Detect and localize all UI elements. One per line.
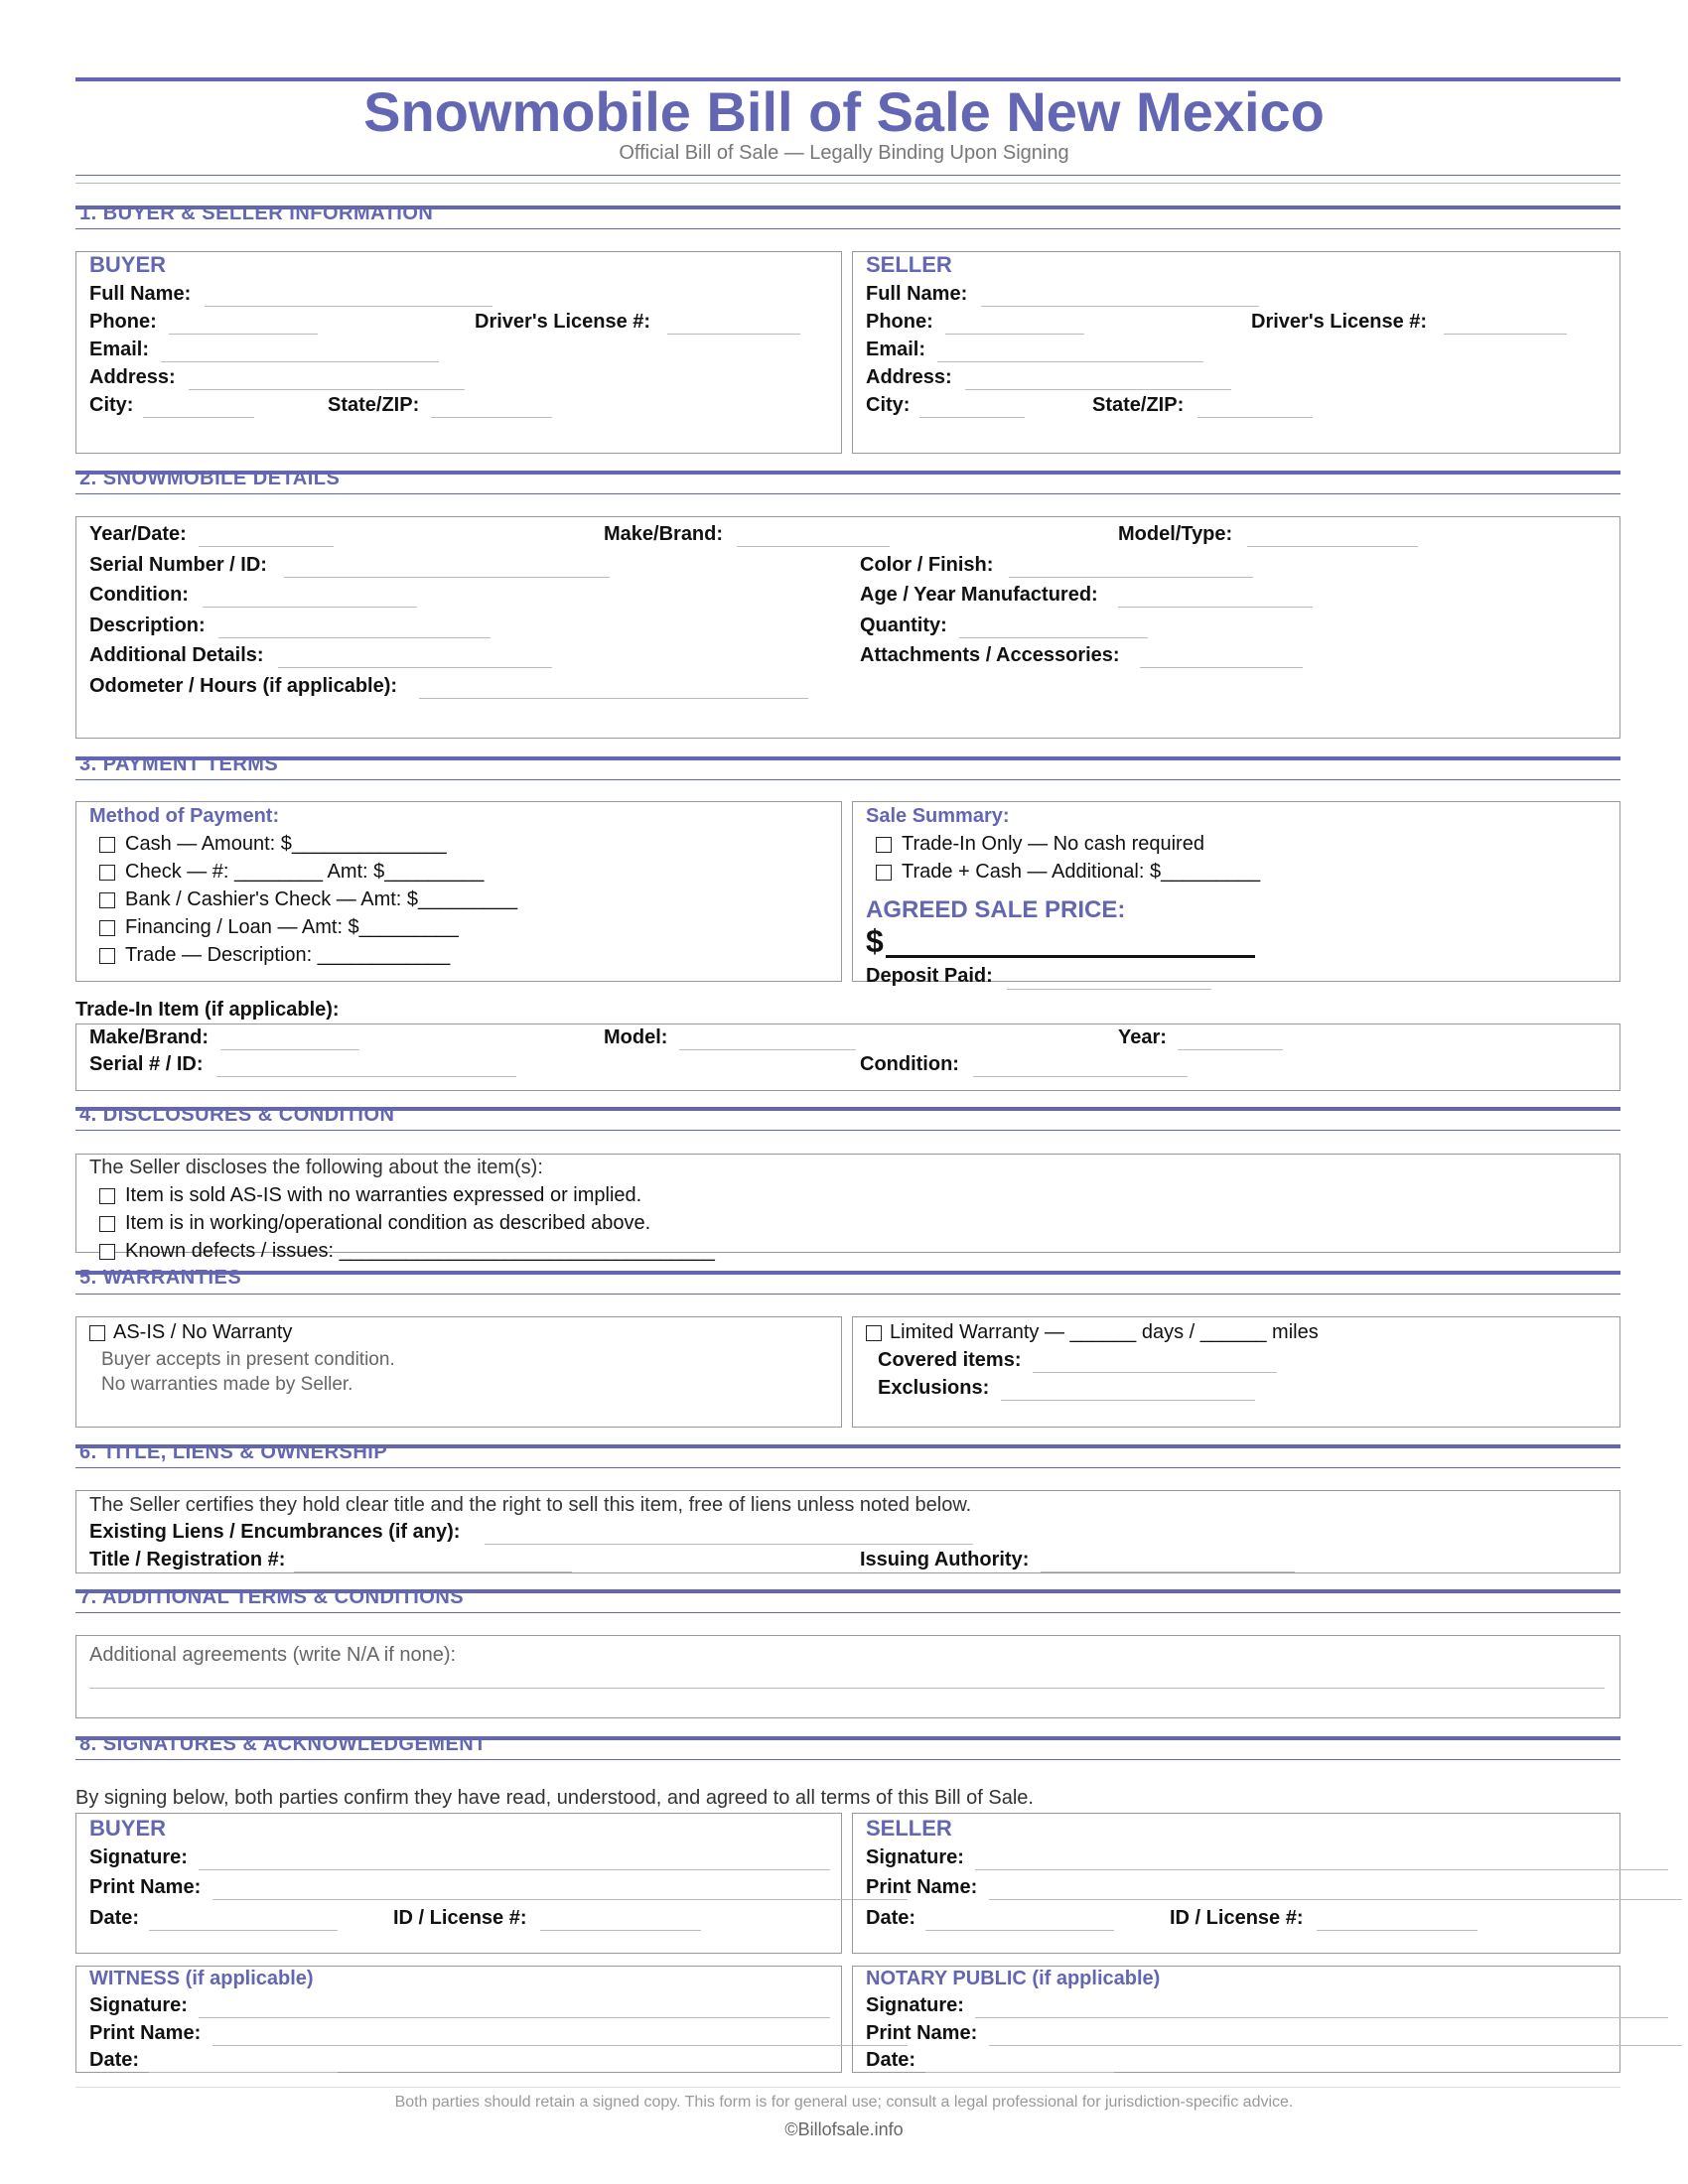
witness-date-field[interactable] — [149, 2072, 338, 2073]
make-field[interactable] — [737, 546, 890, 547]
issuing-authority-field[interactable] — [1041, 1571, 1295, 1572]
section-rule-thin — [75, 779, 1620, 780]
condition-label: Condition: — [89, 584, 189, 606]
trade-in-make-field[interactable] — [220, 1049, 359, 1050]
section-heading-payment-terms: 3. PAYMENT TERMS — [79, 753, 279, 775]
page-title: Snowmobile Bill of Sale New Mexico — [363, 80, 1325, 143]
attachments-field[interactable] — [1140, 667, 1303, 668]
witness-heading: WITNESS (if applicable) — [89, 1968, 314, 1989]
trade-option-label: Trade — Description: ____________ — [125, 944, 451, 966]
buyer-state-zip-label: State/ZIP: — [328, 394, 420, 416]
buyer-phone-label: Phone: — [89, 311, 157, 333]
sale-summary-heading: Sale Summary: — [866, 805, 1010, 827]
financing-option-label: Financing / Loan — Amt: $_________ — [125, 916, 459, 938]
cash-checkbox[interactable] — [99, 837, 115, 853]
exclusions-field[interactable] — [1001, 1400, 1255, 1401]
section-rule — [75, 756, 1620, 760]
check-option-label: Check — #: ________ Amt: $_________ — [125, 861, 485, 883]
model-type-field[interactable] — [1247, 546, 1418, 547]
section-heading-buyer-seller: 1. BUYER & SELLER INFORMATION — [79, 203, 434, 224]
known-defects-checkbox[interactable] — [99, 1244, 115, 1260]
section-rule-thin — [75, 1130, 1620, 1131]
seller-phone-field[interactable] — [945, 334, 1084, 335]
buyer-id-label: ID / License #: — [393, 1907, 527, 1929]
odometer-label: Odometer / Hours (if applicable): — [89, 675, 398, 697]
trade-in-box — [75, 1024, 1620, 1091]
notary-date-field[interactable] — [925, 2072, 1114, 2073]
seller-state-zip-label: State/ZIP: — [1092, 394, 1185, 416]
notary-signature-label: Signature: — [866, 1994, 964, 2016]
agreed-sale-price-label: AGREED SALE PRICE: — [866, 896, 1126, 923]
year-field[interactable] — [199, 546, 334, 547]
serial-field[interactable] — [284, 577, 610, 578]
trade-in-heading: Trade-In Item (if applicable): — [75, 999, 340, 1021]
notary-heading: NOTARY PUBLIC (if applicable) — [866, 1968, 1161, 1989]
existing-liens-field[interactable] — [485, 1544, 973, 1545]
covered-items-field[interactable] — [1033, 1372, 1277, 1373]
serial-label: Serial Number / ID: — [89, 554, 267, 576]
as-is-note-2: No warranties made by Seller. — [101, 1374, 353, 1395]
buyer-heading: BUYER — [89, 252, 167, 277]
seller-id-label: ID / License #: — [1170, 1907, 1304, 1929]
additional-terms-field[interactable] — [89, 1688, 1605, 1689]
section-rule-thin — [75, 228, 1620, 229]
additional-details-field[interactable] — [278, 667, 552, 668]
buyer-state-zip-field[interactable] — [431, 417, 552, 418]
trade-cash-checkbox[interactable] — [876, 865, 892, 881]
additional-terms-note: Additional agreements (write N/A if none): — [89, 1644, 457, 1666]
buyer-city-field[interactable] — [143, 417, 254, 418]
trade-in-year-label: Year: — [1118, 1026, 1167, 1048]
trade-only-label: Trade-In Only — No cash required — [902, 833, 1204, 855]
trade-cash-label: Trade + Cash — Additional: $_________ — [902, 861, 1261, 883]
section-heading-title-liens: 6. TITLE, LIENS & OWNERSHIP — [79, 1441, 388, 1463]
price-dollar-sign: $ — [866, 923, 884, 959]
title-registration-field[interactable] — [294, 1571, 572, 1572]
additional-details-label: Additional Details: — [89, 644, 264, 666]
bank-check-option-label: Bank / Cashier's Check — Amt: $_________ — [125, 888, 518, 910]
buyer-full-name-field[interactable] — [205, 306, 492, 307]
buyer-city-label: City: — [89, 394, 134, 416]
trade-checkbox[interactable] — [99, 948, 115, 964]
page-subtitle: Official Bill of Sale — Legally Binding Upon Signing — [619, 142, 1069, 164]
financing-checkbox[interactable] — [99, 920, 115, 936]
section-rule-thin — [75, 1759, 1620, 1760]
notary-print-name-field[interactable] — [989, 2045, 1682, 2046]
witness-print-name-label: Print Name: — [89, 2022, 202, 2044]
deposit-paid-label: Deposit Paid: — [866, 965, 993, 987]
witness-signature-field[interactable] — [199, 2017, 830, 2018]
quantity-label: Quantity: — [860, 614, 947, 636]
odometer-field[interactable] — [419, 698, 808, 699]
seller-signature-field[interactable] — [975, 1869, 1668, 1870]
buyer-signature-field[interactable] — [199, 1869, 830, 1870]
color-label: Color / Finish: — [860, 554, 994, 576]
section-rule-thin — [75, 1612, 1620, 1613]
section-heading-disclosures: 4. DISCLOSURES & CONDITION — [79, 1104, 395, 1126]
snowmobile-details-box — [75, 516, 1620, 739]
limited-warranty-label: Limited Warranty — ______ days / ______ miles — [890, 1321, 1319, 1343]
notary-signature-field[interactable] — [975, 2017, 1668, 2018]
buyer-phone-field[interactable] — [169, 334, 318, 335]
issuing-authority-label: Issuing Authority: — [860, 1549, 1030, 1570]
seller-license-label: Driver's License #: — [1251, 311, 1428, 333]
cash-option-label: Cash — Amount: $______________ — [125, 833, 447, 855]
as-is-note-1: Buyer accepts in present condition. — [101, 1349, 395, 1370]
buyer-email-field[interactable] — [161, 361, 439, 362]
seller-info-box — [852, 251, 1620, 454]
section-rule — [75, 1271, 1620, 1275]
buyer-address-label: Address: — [89, 366, 176, 388]
deposit-paid-field[interactable] — [1007, 989, 1211, 990]
witness-print-name-field[interactable] — [212, 2045, 908, 2046]
year-label: Year/Date: — [89, 523, 187, 545]
limited-warranty-checkbox[interactable] — [866, 1325, 882, 1341]
exclusions-label: Exclusions: — [878, 1377, 990, 1399]
seller-full-name-field[interactable] — [981, 306, 1259, 307]
model-type-label: Model/Type: — [1118, 523, 1233, 545]
seller-heading: SELLER — [866, 252, 952, 277]
agreed-sale-price-field[interactable] — [886, 955, 1255, 958]
seller-date-field[interactable] — [925, 1930, 1114, 1931]
section-rule-thin — [75, 493, 1620, 494]
trade-only-checkbox[interactable] — [876, 837, 892, 853]
trade-in-model-label: Model: — [604, 1026, 668, 1048]
seller-print-name-field[interactable] — [989, 1899, 1682, 1900]
buyer-signature-heading: BUYER — [89, 1816, 167, 1841]
bank-check-checkbox[interactable] — [99, 892, 115, 908]
as-is-warranty-checkbox[interactable] — [89, 1325, 105, 1341]
buyer-signature-label: Signature: — [89, 1846, 188, 1868]
buyer-date-field[interactable] — [149, 1930, 338, 1931]
buyer-print-name-label: Print Name: — [89, 1876, 202, 1898]
trade-in-condition-field[interactable] — [973, 1076, 1188, 1077]
buyer-email-label: Email: — [89, 339, 150, 360]
seller-phone-label: Phone: — [866, 311, 933, 333]
buyer-date-label: Date: — [89, 1907, 140, 1929]
buyer-license-label: Driver's License #: — [475, 311, 651, 333]
buyer-full-name-label: Full Name: — [89, 283, 192, 305]
signatures-intro: By signing below, both parties confirm they have read, understood, and agreed to all terms of this Bill of Sale. — [75, 1787, 1034, 1809]
seller-full-name-label: Full Name: — [866, 283, 968, 305]
color-field[interactable] — [1009, 577, 1253, 578]
seller-state-zip-field[interactable] — [1197, 417, 1313, 418]
seller-signature-label: Signature: — [866, 1846, 964, 1868]
section-rule-thin — [75, 1294, 1620, 1295]
covered-items-label: Covered items: — [878, 1349, 1022, 1371]
as-is-disclosure-label: Item is sold AS-IS with no warranties expressed or implied. — [125, 1184, 642, 1206]
trade-in-serial-label: Serial # / ID: — [89, 1053, 204, 1075]
section-heading-snowmobile-details: 2. SNOWMOBILE DETAILS — [79, 468, 341, 489]
section-heading-additional-terms: 7. ADDITIONAL TERMS & CONDITIONS — [79, 1586, 465, 1608]
seller-city-label: City: — [866, 394, 911, 416]
trade-in-make-label: Make/Brand: — [89, 1026, 210, 1048]
notary-print-name-label: Print Name: — [866, 2022, 978, 2044]
seller-license-field[interactable] — [1444, 334, 1567, 335]
trade-in-serial-field[interactable] — [216, 1076, 516, 1077]
footer-rule — [75, 2087, 1620, 2088]
section-rule-thin — [75, 1467, 1620, 1468]
known-defects-label: Known defects / issues: __________________________________ — [125, 1240, 715, 1262]
existing-liens-label: Existing Liens / Encumbrances (if any): — [89, 1521, 461, 1543]
buyer-info-box — [75, 251, 842, 454]
working-condition-checkbox[interactable] — [99, 1216, 115, 1232]
seller-address-label: Address: — [866, 366, 952, 388]
seller-id-field[interactable] — [1317, 1930, 1477, 1931]
make-label: Make/Brand: — [604, 523, 724, 545]
quantity-field[interactable] — [959, 637, 1148, 638]
seller-print-name-label: Print Name: — [866, 1876, 978, 1898]
buyer-address-field[interactable] — [189, 389, 465, 390]
attachments-label: Attachments / Accessories: — [860, 644, 1120, 666]
age-label: Age / Year Manufactured: — [860, 584, 1098, 606]
trade-in-condition-label: Condition: — [860, 1053, 959, 1075]
payment-method-heading: Method of Payment: — [89, 805, 280, 827]
witness-date-label: Date: — [89, 2049, 140, 2071]
check-checkbox[interactable] — [99, 865, 115, 881]
footer-note: Both parties should retain a signed copy. This form is for general use; consult a legal professional for jurisdiction-specific advice. — [394, 2094, 1294, 2111]
seller-email-label: Email: — [866, 339, 926, 360]
header-rule-1 — [75, 175, 1620, 176]
notary-date-label: Date: — [866, 2049, 916, 2071]
buyer-id-field[interactable] — [540, 1930, 701, 1931]
trade-in-model-field[interactable] — [679, 1049, 856, 1050]
as-is-disclosure-checkbox[interactable] — [99, 1188, 115, 1204]
witness-signature-label: Signature: — [89, 1994, 188, 2016]
condition-field[interactable] — [203, 607, 417, 608]
title-certification: The Seller certifies they hold clear title and the right to sell this item, free of liens unless noted below. — [89, 1494, 972, 1516]
trade-in-year-field[interactable] — [1178, 1049, 1283, 1050]
seller-signature-heading: SELLER — [866, 1816, 952, 1841]
title-registration-label: Title / Registration #: — [89, 1549, 286, 1570]
seller-city-field[interactable] — [919, 417, 1025, 418]
description-field[interactable] — [218, 637, 491, 638]
buyer-license-field[interactable] — [667, 334, 800, 335]
description-label: Description: — [89, 614, 206, 636]
age-field[interactable] — [1118, 607, 1313, 608]
working-condition-label: Item is in working/operational condition as described above. — [125, 1212, 651, 1234]
seller-email-field[interactable] — [937, 361, 1203, 362]
seller-address-field[interactable] — [965, 389, 1231, 390]
section-heading-warranties: 5. WARRANTIES — [79, 1267, 242, 1289]
section-heading-signatures: 8. SIGNATURES & ACKNOWLEDGEMENT — [79, 1733, 487, 1755]
disclosures-intro: The Seller discloses the following about the item(s): — [89, 1157, 543, 1178]
seller-date-label: Date: — [866, 1907, 916, 1929]
header-rule-2 — [75, 183, 1620, 184]
footer-copyright: ©Billofsale.info — [784, 2119, 904, 2139]
as-is-warranty-label: AS-IS / No Warranty — [113, 1321, 293, 1343]
buyer-print-name-field[interactable] — [212, 1899, 908, 1900]
